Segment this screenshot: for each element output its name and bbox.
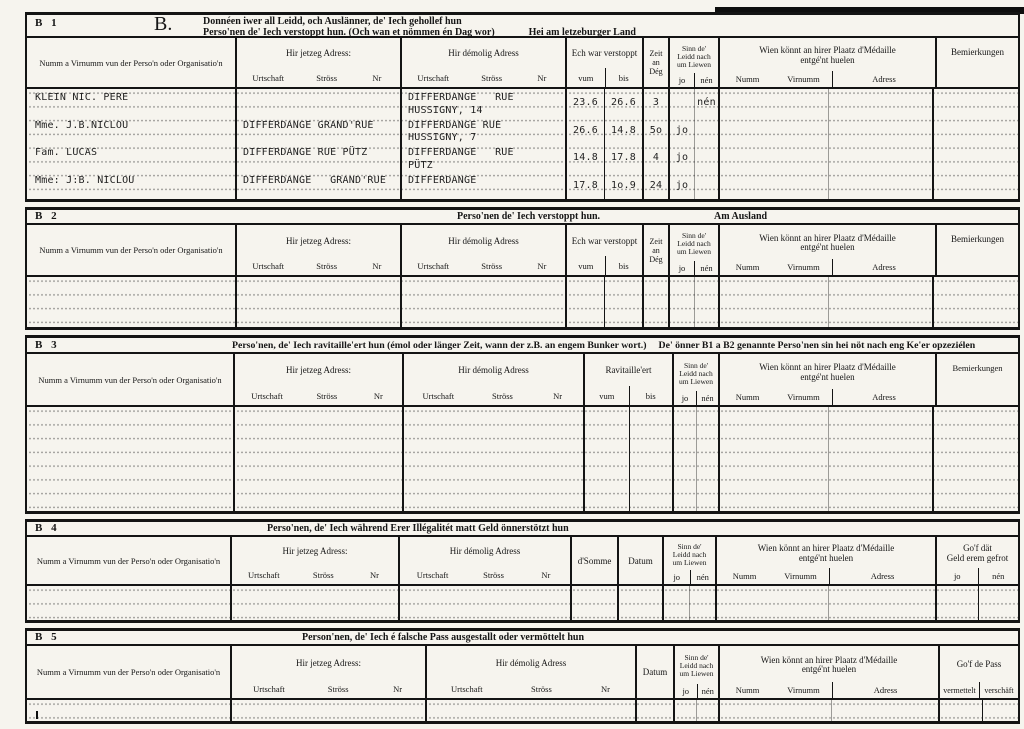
cell-zeit: 3 <box>644 89 670 117</box>
cell-nen <box>695 172 720 200</box>
medaille-label: Wien könnt an hirer Plaatz d'Médaille entgé'nt huelen <box>759 45 896 65</box>
section-b1 <box>25 12 1020 202</box>
b3-col-jetzeg-adress: Hir jetzeg Adress: Urtschaft Ströss Nr <box>235 354 404 405</box>
b1-col-jetzeg-adress <box>237 38 402 87</box>
b1-col-medaille <box>720 38 937 87</box>
b5-col-demolig-adress: Hir démolig Adress Urtschaft Ströss Nr <box>427 646 637 698</box>
b5-column-headers <box>27 646 1018 700</box>
b2-col-medaille: Wien könnt an hirer Plaatz d'Médaille entgé'nt huelen Numm Virnumm Adress <box>720 225 937 275</box>
stross-label: Ströss <box>481 72 503 83</box>
b2-title-right: Am Ausland <box>714 211 768 222</box>
b5-col-jetzeg-adress: Hir jetzeg Adress: Urtschaft Ströss Nr <box>232 646 427 698</box>
cell-name: Fam. LUCAS <box>27 144 237 172</box>
cell-name: Mme. J.B.NICLOU <box>27 117 237 145</box>
cell-numm-virnumm <box>720 89 829 117</box>
sinn-label: Sinn de' Leidd nach um Liewen <box>677 43 711 69</box>
b3-col-sinn: Sinn de' Leidd nach um Liewen jo nén <box>674 354 720 405</box>
b1-col-sinn <box>670 38 720 87</box>
b3-title: Perso'nen, de' Iech ravitaille'ert hun (émol oder länger Zeit, wann der z.B. an engem Bunker wort.) De' önner B1 a B2 genannte Perso'nen sin hei nöt nach eng Ke'er opzeziélen <box>232 340 976 351</box>
cell-vum: 17.8 <box>567 172 605 200</box>
b5-data-rows <box>27 700 1018 721</box>
cell-bis: 17.8 <box>605 144 644 172</box>
b3-label: B 3 <box>35 339 60 351</box>
adress-label: Adress <box>832 71 935 87</box>
cell-jetzeg: DIFFERDANGE GRAND'RUE <box>237 117 402 145</box>
b4-col-datum: Datum <box>619 537 664 584</box>
b3-col-name: Numm a Virnumm vun der Perso'n oder Organisatio'n <box>27 354 235 405</box>
b3-col-bemierkungen: Bemierkungen <box>952 363 1003 373</box>
b2-col-bemierkungen: Bemierkungen <box>951 234 1004 244</box>
b2-titleband <box>27 210 1018 225</box>
b1-data-rows <box>27 89 1018 199</box>
b4-col-sinn: Sinn de' Leidd nach um Liewen jo nén <box>664 537 717 584</box>
cell-jetzeg <box>237 89 402 117</box>
demolig-adress-label: Hir démolig Adress <box>448 48 519 59</box>
b1-titleband <box>27 15 1018 38</box>
b3-data-rows <box>27 407 1018 511</box>
cell-vum: 14.8 <box>567 144 605 172</box>
cell-bemierkungen <box>934 172 1018 200</box>
table-row <box>27 277 1018 327</box>
b1-col-bemierkungen: Bemierkungen <box>951 47 1004 57</box>
cell-bis: 1o.9 <box>605 172 644 200</box>
b1-title-line2: Perso'nen de' Iech verstoppt hun. (Och wan et nömmen én Dag wor) <box>203 27 495 38</box>
table-row <box>27 89 1018 117</box>
b5-titleband <box>27 631 1018 646</box>
b3-col-medaille: Wien könnt an hirer Plaatz d'Médaille entgé'nt huelen Numm Virnumm Adress <box>720 354 937 405</box>
b3-titleband <box>27 338 1018 354</box>
stross-label: Ströss <box>316 72 338 83</box>
b4-column-headers <box>27 537 1018 586</box>
registration-form <box>25 12 1020 729</box>
cell-demolig: DIFFERDANGE <box>402 172 567 200</box>
bis-label: bis <box>605 68 643 87</box>
b5-title: Person'nen, de' Iech é falsche Pass ausgestallt oder vermöttelt hun <box>302 632 585 643</box>
numm-label: Numm <box>735 74 760 84</box>
b1-col-verstoppt <box>567 38 644 87</box>
b2-col-sinn: Sinn de' Leidd nach um Liewen jo nén <box>670 225 720 275</box>
b5-col-gof-pass: Go'f de Pass vermettelt verschäft <box>940 646 1018 698</box>
section-b3 <box>25 335 1020 514</box>
b5-col-sinn: Sinn de' Leidd nach um Liewen jo nén <box>675 646 720 698</box>
cell-demolig: DIFFERDANGE RUE HUSSIGNY, 7 <box>402 117 567 145</box>
section-b2 <box>25 207 1020 330</box>
cell-nen <box>695 144 720 172</box>
cell-nen <box>695 117 720 145</box>
b4-titleband <box>27 522 1018 537</box>
b4-label: B 4 <box>35 522 60 534</box>
cell-numm-virnumm <box>720 117 829 145</box>
virnumm-label: Virnumm <box>787 74 820 84</box>
nr-label: Nr <box>537 72 547 83</box>
cell-demolig: DIFFERDANGE RUE PÜTZ <box>402 144 567 172</box>
cell-bis: 26.6 <box>605 89 644 117</box>
cell-adress <box>829 172 934 200</box>
b1-title <box>203 16 636 38</box>
b4-col-somme: d'Somme <box>572 537 619 584</box>
b5-col-datum: Datum <box>637 646 675 698</box>
b2-label: B 2 <box>35 210 60 222</box>
b2-col-jetzeg-adress: Hir jetzeg Adress: Urtschaft Ströss Nr <box>237 225 402 275</box>
b5-label: B 5 <box>35 631 60 643</box>
b5-col-medaille: Wien könnt an hirer Plaatz d'Médaille entgé'nt huelen Numm Virnumm Adress <box>720 646 940 698</box>
b1-col-zeit: Zeit an Dég <box>644 38 670 87</box>
b4-col-jetzeg-adress: Hir jetzeg Adress: Urtschaft Ströss Nr <box>232 537 400 584</box>
cell-numm-virnumm <box>720 172 829 200</box>
jetzeg-adress-label: Hir jetzeg Adress: <box>286 48 351 59</box>
b3-col-demolig-adress: Hir démolig Adress Urtschaft Ströss Nr <box>404 354 585 405</box>
cell-name: Mme: J:B. NICLOU <box>27 172 237 200</box>
cell-jetzeg: DIFFERDANGE GRAND'RUE <box>237 172 402 200</box>
cell-zeit: 4 <box>644 144 670 172</box>
cell-adress <box>829 89 934 117</box>
b4-col-name: Numm a Virnumm vun der Perso'n oder Organisatio'n <box>27 537 232 584</box>
cell-bemierkungen <box>934 144 1018 172</box>
vum-label: vum <box>578 72 594 83</box>
cell-zeit: 5o <box>644 117 670 145</box>
b1-label: B 1 <box>35 17 60 29</box>
cell-jo <box>670 89 695 117</box>
b2-data-rows <box>27 277 1018 327</box>
b1-col-demolig-adress <box>402 38 567 87</box>
cell-adress <box>829 144 934 172</box>
table-row <box>27 144 1018 172</box>
table-row <box>27 117 1018 145</box>
cell-jo: jo <box>670 172 695 200</box>
b4-col-gof-geld: Go'f dät Geld erem gefrot jo nén <box>937 537 1018 584</box>
cell-jo: jo <box>670 144 695 172</box>
cell-vum: 23.6 <box>567 89 605 117</box>
table-row <box>27 700 1018 721</box>
cell-bemierkungen <box>934 117 1018 145</box>
b4-col-demolig-adress: Hir démolig Adress Urtschaft Ströss Nr <box>400 537 572 584</box>
cell-name: KLEIN NIC. PERE <box>27 89 237 117</box>
section-b5 <box>25 628 1020 724</box>
jo-label: jo <box>678 75 686 85</box>
urtschaft-label: Urtschaft <box>417 72 450 83</box>
table-row <box>27 407 1018 511</box>
b2-col-zeit: Zeit an Dég <box>644 225 670 275</box>
cell-jo: jo <box>670 117 695 145</box>
b2-col-verstoppt: Ech war verstoppt vum bis <box>567 225 644 275</box>
b4-title: Perso'nen, de' Iech während Erer Illégalitét matt Geld önnerstötzt hun <box>267 523 569 534</box>
cell-bemierkungen <box>934 89 1018 117</box>
cell-adress <box>829 117 934 145</box>
cell-vum: 26.6 <box>567 117 605 145</box>
b4-col-medaille: Wien könnt an hirer Plaatz d'Médaille entgé'nt huelen Numm Virnumm Adress <box>717 537 937 584</box>
cell-jetzeg: DIFFERDANGE RUE PÜTZ <box>237 144 402 172</box>
cell-zeit: 24 <box>644 172 670 200</box>
b3-column-headers <box>27 354 1018 407</box>
b2-title: Perso'nen de' Iech verstoppt hun. <box>457 211 601 222</box>
b1-col-name: Numm a Virnumm vun der Perso'n oder Organisatio'n <box>27 38 237 87</box>
nr-label: Nr <box>372 72 382 83</box>
b2-col-name: Numm a Virnumm vun der Perso'n oder Organisatio'n <box>27 225 237 275</box>
b2-col-demolig-adress: Hir démolig Adress Urtschaft Ströss Nr <box>402 225 567 275</box>
b1-title-right: Hei am letzeburger Land <box>528 27 636 38</box>
b3-col-ravitailleert: Ravitaille'ert vum bis <box>585 354 674 405</box>
urtschaft-label: Urtschaft <box>252 72 285 83</box>
b1-big-letter: B. <box>154 13 173 35</box>
table-row <box>27 172 1018 200</box>
cell-bis: 14.8 <box>605 117 644 145</box>
cell-nen: nén <box>695 89 720 117</box>
section-b4 <box>25 519 1020 623</box>
cell-numm-virnumm <box>720 144 829 172</box>
nen-label: nén <box>694 73 718 87</box>
b1-title-line1: Donnéen iwer all Leidd, och Auslänner, de' Iech gehollef hun <box>203 16 462 27</box>
b2-column-headers <box>27 225 1018 277</box>
b5-col-name: Numm a Virnumm vun der Perso'n oder Organisatio'n <box>27 646 232 698</box>
table-row <box>27 586 1018 620</box>
b4-data-rows <box>27 586 1018 620</box>
verstoppt-label: Ech war verstoppt <box>571 48 638 59</box>
b1-column-headers <box>27 38 1018 89</box>
cell-demolig: DIFFERDANGE RUE HUSSIGNY, 14 <box>402 89 567 117</box>
